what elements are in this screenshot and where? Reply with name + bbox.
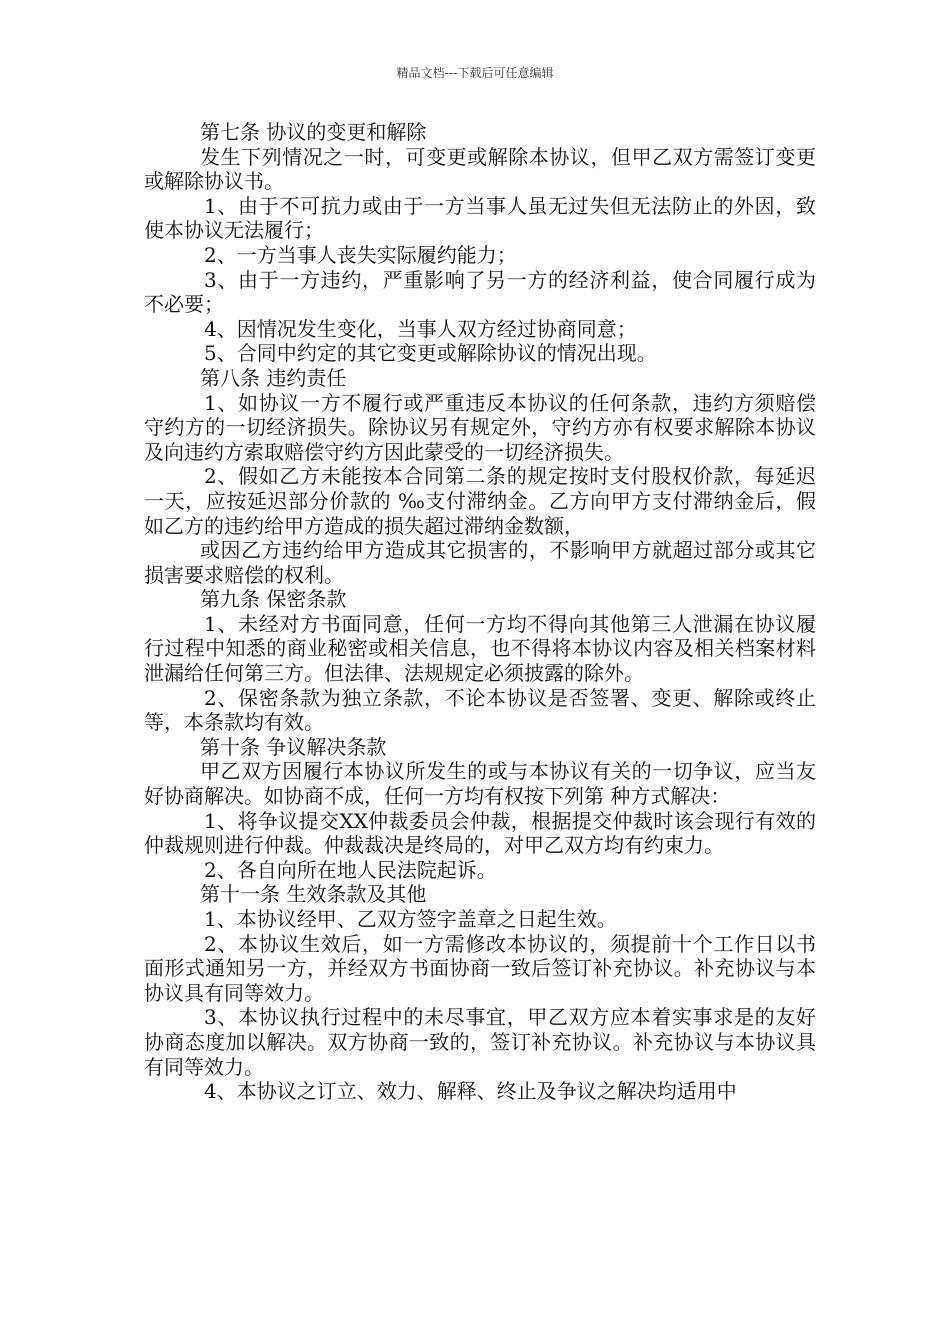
- clause-item: 5、合同中约定的其它变更或解除协议的情况出现。: [204, 341, 657, 366]
- clause-item: 4、因情况发生变化，当事人双方经过协商同意；: [204, 316, 637, 341]
- section-heading: 第十一条 生效条款及其他: [200, 882, 427, 907]
- clause-item: 2、一方当事人丧失实际履约能力；: [204, 242, 517, 267]
- clause-item: 2、各自向所在地人民法院起诉。: [204, 857, 497, 882]
- section-heading: 第十条 争议解决条款: [200, 734, 387, 759]
- paragraph: 或因乙方违约给甲方造成其它损害的，不影响甲方就超过部分或其它损害要求赔偿的权利。: [144, 538, 816, 587]
- clause-item: 1、如协议一方不履行或严重违反本协议的任何条款，违约方须赔偿守约方的一切经济损失。除协议另有规定外，守约方亦有权要求解除本协议及向违约方索取赔偿守约方因此蒙受的一切经济损失。: [144, 390, 816, 464]
- clause-item: 3、本协议执行过程中的未尽事宜，甲乙双方应本着实事求是的友好协商态度加以解决。双方协商一致的，签订补充协议。补充协议与本协议具有同等效力。: [144, 1005, 816, 1079]
- paragraph: 甲乙双方因履行本协议所发生的或与本协议有关的一切争议，应当友好协商解决。如协商不成，任何一方均有权按下列第 种方式解决：: [144, 759, 816, 809]
- section-heading: 第九条 保密条款: [200, 587, 347, 612]
- clause-item: 1、由于不可抗力或由于一方当事人虽无过失但无法防止的外因，致使本协议无法履行；: [144, 193, 816, 243]
- clause-item: 1、未经对方书面同意，任何一方均不得向其他第三人泄漏在协议履行过程中知悉的商业秘密或相关信息，也不得将本协议内容及相关档案材料泄漏给任何第三方。但法律、法规规定必须披露的除外。: [144, 611, 816, 686]
- clause-item: 3、由于一方违约，严重影响了另一方的经济利益，使合同履行成为不必要；: [144, 267, 816, 317]
- clause-item: 4、本协议之订立、效力、解释、终止及争议之解决均适用中: [204, 1079, 737, 1104]
- section-heading: 第八条 违约责任: [200, 365, 347, 390]
- paragraph: 发生下列情况之一时，可变更或解除本协议，但甲乙双方需签订变更或解除协议书。: [144, 144, 816, 194]
- page-header: 精品文档---下载后可任意编辑: [396, 66, 554, 80]
- clause-item: 2、假如乙方未能按本合同第二条的规定按时支付股权价款，每延迟一天，应按延迟部分价款的 ‰支付滞纳金。乙方向甲方支付滞纳金后，假如乙方的违约给甲方造成的损失超过滞纳金数额，: [144, 464, 816, 538]
- clause-item: 2、保密条款为独立条款，不论本协议是否签署、变更、解除或终止等，本条款均有效。: [144, 685, 816, 735]
- clause-item: 2、本协议生效后，如一方需修改本协议的，须提前十个工作日以书面形式通知另一方，并经双方书面协商一致后签订补充协议。补充协议与本协议具有同等效力。: [144, 931, 816, 1005]
- clause-item: 1、将争议提交XX仲裁委员会仲裁，根据提交仲裁时该会现行有效的仲裁规则进行仲裁。仲裁裁决是终局的，对甲乙双方均有约束力。: [144, 808, 816, 858]
- document-body: [144, 120, 816, 1104]
- section-heading: 第七条 协议的变更和解除: [200, 120, 427, 144]
- clause-item: 1、本协议经甲、乙双方签字盖章之日起生效。: [204, 907, 617, 931]
